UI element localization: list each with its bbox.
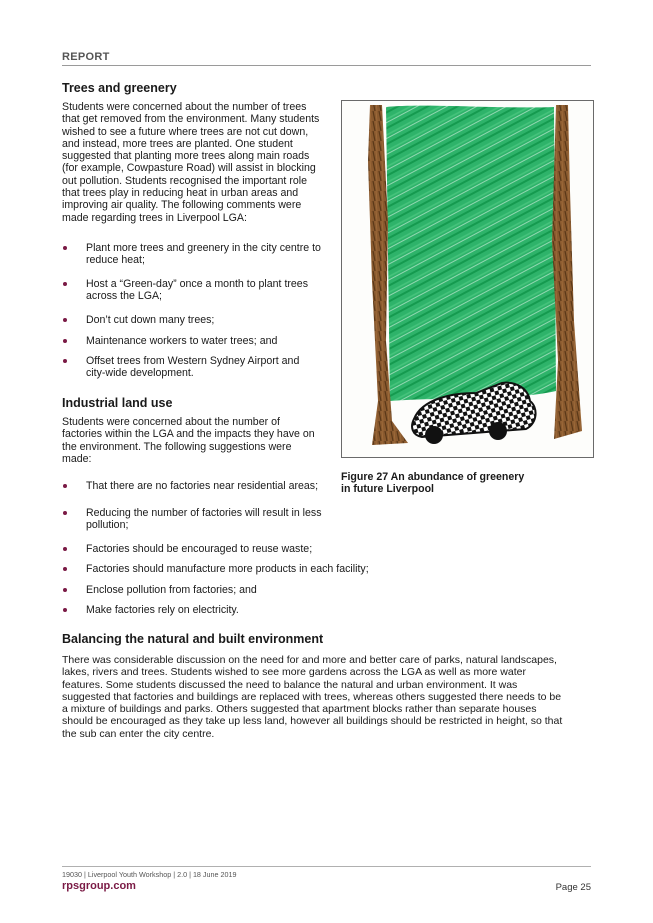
car-wheel-icon [489, 422, 507, 440]
page-header-label: REPORT [62, 51, 110, 63]
balancing-line: should be encouraged as they take up less land, however all buildings should be restricted in height, so that [62, 715, 563, 728]
trees-paragraph [62, 101, 337, 224]
list-item: Maintenance workers to water trees; and [62, 335, 277, 347]
list-item: Reducing the number of factories will result in less pollution; [62, 507, 322, 532]
trees-line: that trees play in reducing heat in urban areas and [62, 187, 299, 200]
trees-line: Students were concerned about the number of trees [62, 101, 307, 113]
heading-balancing: Balancing the natural and built environment [62, 632, 324, 646]
balancing-line: a mixture of buildings and parks. Others suggested that apartment blocks rather than separate houses [62, 703, 537, 716]
balancing-line: suggested that factories and buildings are replaced with trees, whereas others suggested there needs to be [62, 690, 562, 703]
heading-trees: Trees and greenery [62, 81, 177, 95]
greenery-area [386, 106, 556, 401]
bullet-icon [63, 359, 67, 363]
bullet-icon [63, 484, 67, 488]
list-item: That there are no factories near residential areas; [62, 480, 318, 492]
figure-drawing [341, 100, 594, 458]
trees-line: out pollution. Students recognised the important role [62, 174, 307, 187]
trees-line: suggested that planting more trees along main roads [62, 150, 310, 163]
heading-industrial: Industrial land use [62, 396, 173, 410]
trees-line: that get removed from the environment. Many students [62, 113, 320, 126]
industrial-paragraph [62, 416, 337, 465]
balancing-line: features. Some students discussed the need to balance the natural and urban environment. It was [62, 678, 518, 691]
trees-line: (for example, Cowpasture Road) will assist in blocking [62, 162, 316, 175]
list-item: Host a “Green-day” once a month to plant trees across the LGA; [62, 278, 308, 303]
footer-site-link[interactable]: rpsgroup.com [62, 880, 136, 892]
footer-meta: 19030 | Liverpool Youth Workshop | 2.0 | 18 June 2019 [62, 870, 237, 879]
list-item: Factories should be encouraged to reuse waste; [62, 543, 312, 555]
crayon-drawing-image [342, 101, 593, 457]
bullet-icon [63, 547, 67, 551]
list-item: Plant more trees and greenery in the city centre to reduce heat; [62, 242, 321, 267]
trees-line: wished to see a future where trees are not cut down, [62, 125, 309, 138]
right-tree-trunk [552, 105, 582, 439]
bullet-icon [63, 588, 67, 592]
trees-line: improving air quality. The following comments were [62, 199, 302, 212]
bullet-icon [63, 318, 67, 322]
balancing-line: lakes, rivers and trees. Students wished to see more gardens across the LGA as well as more water [62, 666, 526, 679]
trees-line: and instead, more trees are planted. One student [62, 137, 293, 150]
list-item: Factories should manufacture more products in each facility; [62, 563, 369, 575]
bullet-icon [63, 608, 67, 612]
list-item: Don’t cut down many trees; [62, 314, 214, 326]
industrial-line: Students were concerned about the number of [62, 416, 280, 428]
page-number: Page 25 [555, 882, 591, 893]
industrial-line: made: [62, 452, 92, 465]
industrial-line: factories within the LGA and the impacts they have on [62, 428, 315, 441]
bullet-icon [63, 567, 67, 571]
bullet-icon [63, 246, 67, 250]
bullet-icon [63, 282, 67, 286]
bullet-icon [63, 511, 67, 515]
car-wheel-icon [425, 426, 443, 444]
footer-rule [62, 866, 591, 867]
bullet-icon [63, 339, 67, 343]
list-item: Enclose pollution from factories; and [62, 584, 257, 596]
header-rule [62, 65, 591, 66]
balancing-line: There was considerable discussion on the need for and more and better care of parks, natural landscapes, [62, 654, 557, 666]
industrial-line: the environment. The following suggestions were [62, 440, 292, 453]
list-item: Make factories rely on electricity. [62, 604, 239, 616]
balancing-line: the sub can enter the city centre. [62, 727, 215, 740]
figure-caption: Figure 27 An abundance of greenery in future Liverpool [341, 471, 525, 496]
list-item: Offset trees from Western Sydney Airport and city-wide development. [62, 355, 299, 380]
balancing-paragraph [62, 654, 597, 740]
trees-line: made regarding trees in Liverpool LGA: [62, 211, 247, 224]
